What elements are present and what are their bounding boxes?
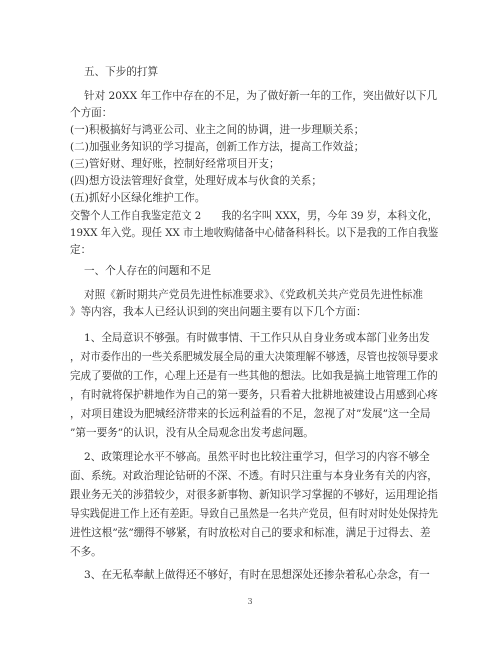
- paragraph-line: ，对项目建设为肥城经济带来的长远利益看的不足，忽视了对”发展”这一全局: [70, 408, 431, 420]
- paragraph-line: 》等内容，我本人已经认识到的突出问题主要有以下几个方面：: [70, 306, 367, 318]
- list-item: (四)想方设法管理好食堂，处理好成本与伙食的关系；: [70, 175, 322, 187]
- page-number: 3: [247, 597, 253, 606]
- paragraph-line: 3、在无私奉献上做得还不够好，有时在思想深处还掺杂着私心杂念，有一: [84, 569, 430, 581]
- paragraph-line: 1、全局意识不够强。有时做事情、干工作只从自身业务或本部门业务出发: [84, 332, 430, 344]
- paragraph-line: 进性这根”弦”绷得不够紧，有时放松对自己的要求和标准，满足于过得去、差: [70, 527, 431, 539]
- paragraph-line: ，有时就将保护耕地作为自己的第一要务，只看着大批耕地被建设占用感到心疼: [70, 389, 438, 401]
- paragraph-line: 个方面：: [70, 107, 113, 119]
- paragraph-line: 定：: [70, 244, 92, 256]
- paragraph-line: 不多。: [70, 546, 102, 558]
- heading-problems: 一、个人存在的问题和不足: [84, 265, 212, 277]
- paragraph-line: 导实践促进工作上还有差距。导致自己虽然是一名共产党员，但有时对时处处保持先: [70, 508, 438, 520]
- paragraph-line: 完成了要做的工作，心理上还是有一些其他的想法。比如我是搞土地管理工作的: [70, 370, 438, 382]
- list-item: (三)管好财、理好账，控制好经常项目开支；: [70, 158, 280, 170]
- heading-next-plan: 五、下步的打算: [84, 66, 159, 78]
- paragraph-line: ”第一要务”的认识，没有从全局观念出发考虑问题。: [70, 427, 314, 439]
- paragraph-line: 19XX 年入党。现任 XX 市土地收购储备中心储备科科长。以下是我的工作自我鉴: [70, 227, 439, 239]
- paragraph-line: ，对市委作出的一些关系肥城发展全局的重大决策理解不够透，尽管也按领导要求: [70, 351, 439, 363]
- paragraph-line: 针对 20XX 年工作中存在的不足，为了做好新一年的工作，突出做好以下几: [84, 90, 438, 102]
- section-title-line: 交警个人工作自我鉴定范文 2 我的名字叫 XXX，男，今年 39 岁，本科文化，: [70, 210, 438, 222]
- paragraph-line: 对照《新时期共产党员先进性标准要求》、《党政机关共产党员先进性标准: [84, 289, 423, 301]
- paragraph-line: 跟业务无关的涉猎较少，对很多新事物、新知识学习掌握的不够好，运用理论指: [70, 489, 438, 501]
- paragraph-line: 面、系统。对政治理论钻研的不深、不透。有时只注重与本身业务有关的内容，: [70, 470, 438, 482]
- list-item: (二)加强业务知识的学习提高，创新工作方法，提高工作效益；: [70, 141, 365, 153]
- list-item: (五)抓好小区绿化维护工作。: [70, 192, 206, 204]
- list-item: (一)积极搞好与鸿亚公司、业主之间的协调，进一步理顺关系；: [70, 124, 365, 136]
- paragraph-line: 2、政策理论水平不够高。虽然平时也比较注重学习，但学习的内容不够全: [84, 451, 430, 463]
